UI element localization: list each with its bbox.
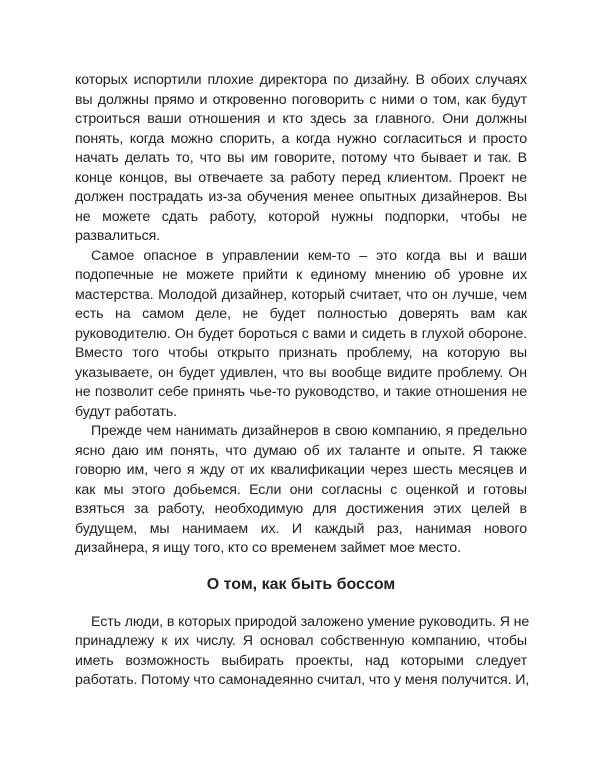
text-line: не позволит себе принять чье-то руководство, и такие отношения не [75, 384, 527, 400]
text-line: мастерства. Молодой дизайнер, который считает, что он лучше, чем [75, 286, 527, 303]
text-line: не можете сдать работу, которой нужны подпорки, чтобы не [75, 208, 527, 225]
text-line: ясно даю им понять, что думаю об их таланте и опыте. Я также [75, 442, 527, 459]
text-line: Прежде чем нанимать дизайнеров в свою компанию, я предельно [91, 423, 527, 439]
text-line: начать делать то, что вы им говорите, потому что бывает и так. В [75, 150, 527, 166]
text-after-heading [75, 613, 530, 691]
text-line: указываете, он будет удивлен, что вы вообще видите проблему. Он [75, 364, 527, 381]
paragraph [75, 247, 527, 423]
text-before-heading [75, 71, 527, 559]
text-line: развалиться. [75, 228, 161, 244]
text-line: принадлежу к их числу. Я основал собственную компанию, чтобы [75, 633, 527, 649]
paragraph [75, 613, 530, 691]
text-line: строиться ваши отношения и кто здесь за главного. Они должны [75, 111, 527, 127]
text-line: Вместо того чтобы открыто признать проблему, на которую вы [75, 345, 527, 361]
text-line: понять, когда можно спорить, а когда нужно согласиться и просто [75, 130, 527, 147]
text-line: будущем, мы нанимаем их. И каждый раз, нанимая нового [75, 520, 527, 537]
text-line: вы должны прямо и откровенно поговорить с ними о том, как будут [75, 91, 527, 108]
text-line: как мы этого добьемся. Если они согласны с оценкой и готовы [75, 481, 527, 498]
page-body [75, 71, 530, 691]
text-line: работать. Потому что самонадеянно считал, что у меня получится. И, [75, 672, 530, 688]
text-line: конце концов, вы отвечаете за работу перед клиентом. Проект не [75, 169, 527, 186]
text-line: есть на самом деле, не будет полностью доверять вам как [75, 306, 527, 322]
section-heading: О том, как быть боссом [206, 575, 396, 593]
text-line: взяться за работу, необходимую для достижения этих целей в [75, 501, 527, 517]
text-line: Самое опасное в управлении кем-то – это когда вы и ваши [91, 247, 527, 264]
text-line: будут работать. [75, 403, 177, 420]
paragraph [75, 71, 527, 247]
text-line: дизайнера, я ищу того, кто со временем займет мое место. [75, 540, 461, 556]
paragraph [75, 422, 527, 559]
text-line: руководителю. Он будет бороться с вами и сидеть в глухой обороне. [75, 325, 527, 342]
text-line: должен пострадать из-за обучения менее опытных дизайнеров. Вы [75, 189, 527, 205]
text-line: говорю им, чего я жду от их квалификации через шесть месяцев и [75, 462, 527, 478]
text-line: иметь возможность выбирать проекты, над которыми следует [75, 652, 527, 669]
text-line: подопечные не можете прийти к единому мнению об уровне их [75, 267, 527, 283]
text-line: которых испортили плохие директора по дизайну. В обоих случаях [75, 72, 527, 88]
text-line: Есть люди, в которых природой заложено умение руководить. Я не [91, 613, 530, 630]
